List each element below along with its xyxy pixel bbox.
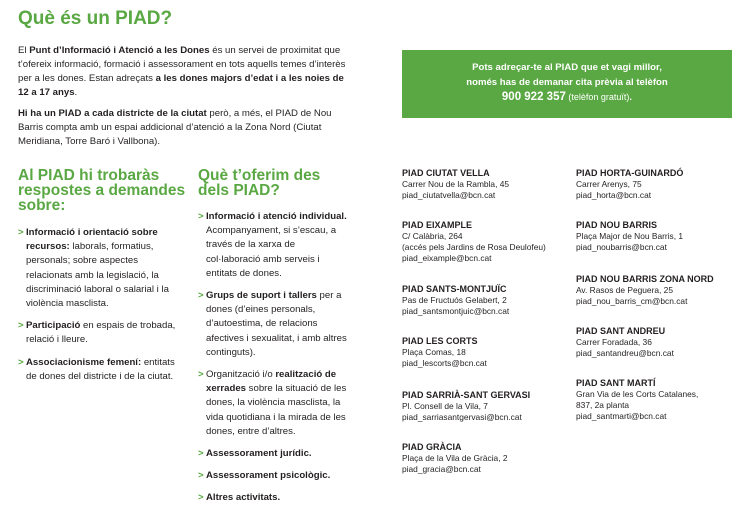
intro-bold: Punt d’Informació i Atenció a les Dones [29, 45, 210, 56]
piad-name: PIAD CIUTAT VELLA [402, 168, 490, 178]
intro-bold: Hi ha un PIAD a cada districte de la ciutat [18, 108, 207, 119]
piad-detail: Pas de Fructuós Gelabert, 2 [402, 295, 507, 305]
bullet-arrow-icon: > [198, 290, 204, 302]
intro-text: però, a més, el PIAD de Nou Barris compta amb un espai addicional d’atenció a la Zona Nord (Ciutat Meridiana, Torre Baró i Vallbona). [18, 108, 332, 147]
piad-detail: 837, 2a planta [576, 400, 630, 410]
item-text: Organització i/o [206, 369, 276, 381]
piad-detail: piad_noubarris@bcn.cat [576, 242, 667, 252]
list-item [198, 368, 350, 439]
intro-text: El [18, 45, 30, 56]
bullet-arrow-icon: > [198, 470, 204, 482]
piad-detail: Plaça Comas, 18 [402, 347, 466, 357]
banner-phone-line [402, 90, 732, 105]
phone-end: . [629, 92, 633, 103]
piad-name: PIAD HORTA-GUINARDÓ [576, 168, 684, 178]
item-text: en espais de trobada, relació i lleure. [26, 320, 176, 346]
bullet-arrow-icon: > [18, 356, 24, 368]
piad-detail: piad_horta@bcn.cat [576, 190, 652, 200]
phone-note: (telèfon gratuït) [565, 92, 630, 102]
bullet-arrow-icon: > [198, 211, 204, 222]
list-item [18, 226, 186, 311]
item-bold: Informació i orientació sobre recursos: [26, 227, 158, 253]
demands-title: Al PIAD hi trobaràs respostes a demandes sobre: [18, 167, 186, 214]
piad-entry [402, 390, 530, 423]
piad-detail: Av. Rasos de Peguera, 25 [576, 285, 673, 295]
bullet-arrow-icon: > [18, 320, 24, 332]
piad-detail: piad_sarriasantgervasi@bcn.cat [402, 412, 522, 422]
piad-entry [576, 168, 683, 201]
piad-detail: piad_eixample@bcn.cat [402, 253, 492, 263]
item-bold: Assessorament jurídic. [206, 448, 312, 460]
list-item [198, 289, 350, 360]
piad-entry [576, 274, 714, 307]
appointment-banner [402, 50, 732, 118]
piad-detail: piad_nou_barris_cm@bcn.cat [576, 296, 688, 306]
piad-name: PIAD SARRIÀ-SANT GERVASI [402, 390, 531, 400]
item-bold: Grups de suport i tallers [206, 290, 317, 302]
item-text: Acompanyament, si s’escau, a través de la xarxa de col·laboració amb serveis i entitats de dones. [206, 225, 337, 279]
offer-title: Què t’oferim des dels PIAD? [198, 167, 321, 199]
list-item [18, 356, 186, 384]
intro-bold: a les dones majors d’edat i a les noies de 12 a 17 anys [18, 73, 344, 98]
list-item [198, 491, 350, 505]
banner-line: només has de demanar cita prèvia al telèfon [466, 77, 668, 88]
piad-entry [576, 326, 674, 359]
piad-detail: Plaça de la Vila de Gràcia, 2 [402, 453, 508, 463]
piad-detail: Gran Via de les Corts Catalanes, [576, 389, 699, 399]
bullet-arrow-icon: > [198, 369, 204, 381]
piad-detail: Plaça Major de Nou Barris, 1 [576, 231, 684, 241]
piad-name: PIAD NOU BARRIS [576, 220, 658, 230]
piad-name: PIAD EIXAMPLE [402, 220, 473, 230]
piad-name: PIAD LES CORTS [402, 336, 478, 346]
page-title: Què és un PIAD? [18, 8, 173, 29]
piad-detail: piad_gracia@bcn.cat [402, 464, 481, 474]
piad-entry [402, 220, 546, 264]
intro-paragraph [18, 107, 348, 149]
piad-detail: (accés pels Jardins de Rosa Deulofeu) [402, 242, 546, 252]
offer-list [198, 210, 350, 514]
piad-detail: Carrer Arenys, 75 [576, 179, 642, 189]
piad-detail: Pl. Consell de la Vila, 7 [402, 401, 488, 411]
intro-paragraph [18, 44, 348, 100]
banner-line: Pots adreçar-te al PIAD que et vagi millor, [472, 62, 662, 73]
piad-name: PIAD SANTS-MONTJUÏC [402, 284, 507, 294]
item-bold: Assessorament psicològic. [206, 470, 331, 482]
piad-detail: Carrer Nou de la Rambla, 45 [402, 179, 510, 189]
bullet-arrow-icon: > [18, 227, 24, 238]
piad-entry [402, 168, 509, 201]
item-text: sobre la situació de les dones, la violència masclista, la vida quotidiana i la mirada de les dones, entre d’altres. [206, 383, 347, 437]
list-item [198, 469, 350, 483]
item-text: per a dones (d’eines personals, d’autoestima, de relacions afectives i sexualitat, i amb altres continguts). [206, 290, 347, 358]
list-item [198, 210, 350, 281]
item-text: entitats de dones del districte i de la ciutat. [26, 356, 175, 382]
piad-entry [402, 442, 508, 475]
bullet-arrow-icon: > [198, 492, 204, 504]
piad-detail: piad_ciutatvella@bcn.cat [402, 190, 496, 200]
piad-detail: piad_santandreu@bcn.cat [576, 348, 674, 358]
list-item [198, 447, 350, 461]
piad-entry [576, 220, 683, 253]
piad-name: PIAD GRÀCIA [402, 442, 462, 452]
intro-text: és un servei de proximitat que t’ofereix informació, formació i assessorament en tots aquells temes d’interès per a les dones. Estan adreçats [18, 45, 346, 84]
piad-entry [402, 284, 509, 317]
demands-list [18, 226, 186, 392]
list-item [18, 319, 186, 347]
item-bold: Informació i atenció individual. [206, 211, 347, 222]
piad-entry [576, 378, 698, 422]
piad-detail: piad_santsmontjuic@bcn.cat [402, 306, 510, 316]
piad-detail: C/ Calàbria, 264 [402, 231, 463, 241]
intro-section [18, 44, 348, 156]
item-bold: Altres activitats. [206, 492, 281, 504]
item-bold: Participació [26, 320, 81, 332]
bullet-arrow-icon: > [198, 448, 204, 460]
intro-text: . [74, 87, 78, 98]
piad-name: PIAD SANT MARTÍ [576, 378, 656, 388]
piad-detail: Carrer Foradada, 36 [576, 337, 652, 347]
piad-name: PIAD NOU BARRIS ZONA NORD [576, 274, 714, 284]
piad-entry [402, 336, 487, 369]
item-bold: Associacionisme femení: [26, 356, 142, 368]
item-text: laborals, formatius, personals; sobre aspectes relacionats amb la legislació, la discriminació laboral o salarial i la violència masclista. [26, 241, 169, 310]
piad-name: PIAD SANT ANDREU [576, 326, 666, 336]
piad-detail: piad_santmarti@bcn.cat [576, 411, 667, 421]
piad-detail: piad_lescorts@bcn.cat [402, 358, 487, 368]
item-bold: realització de xerrades [206, 369, 337, 395]
phone-number: 900 922 357 [501, 91, 566, 103]
